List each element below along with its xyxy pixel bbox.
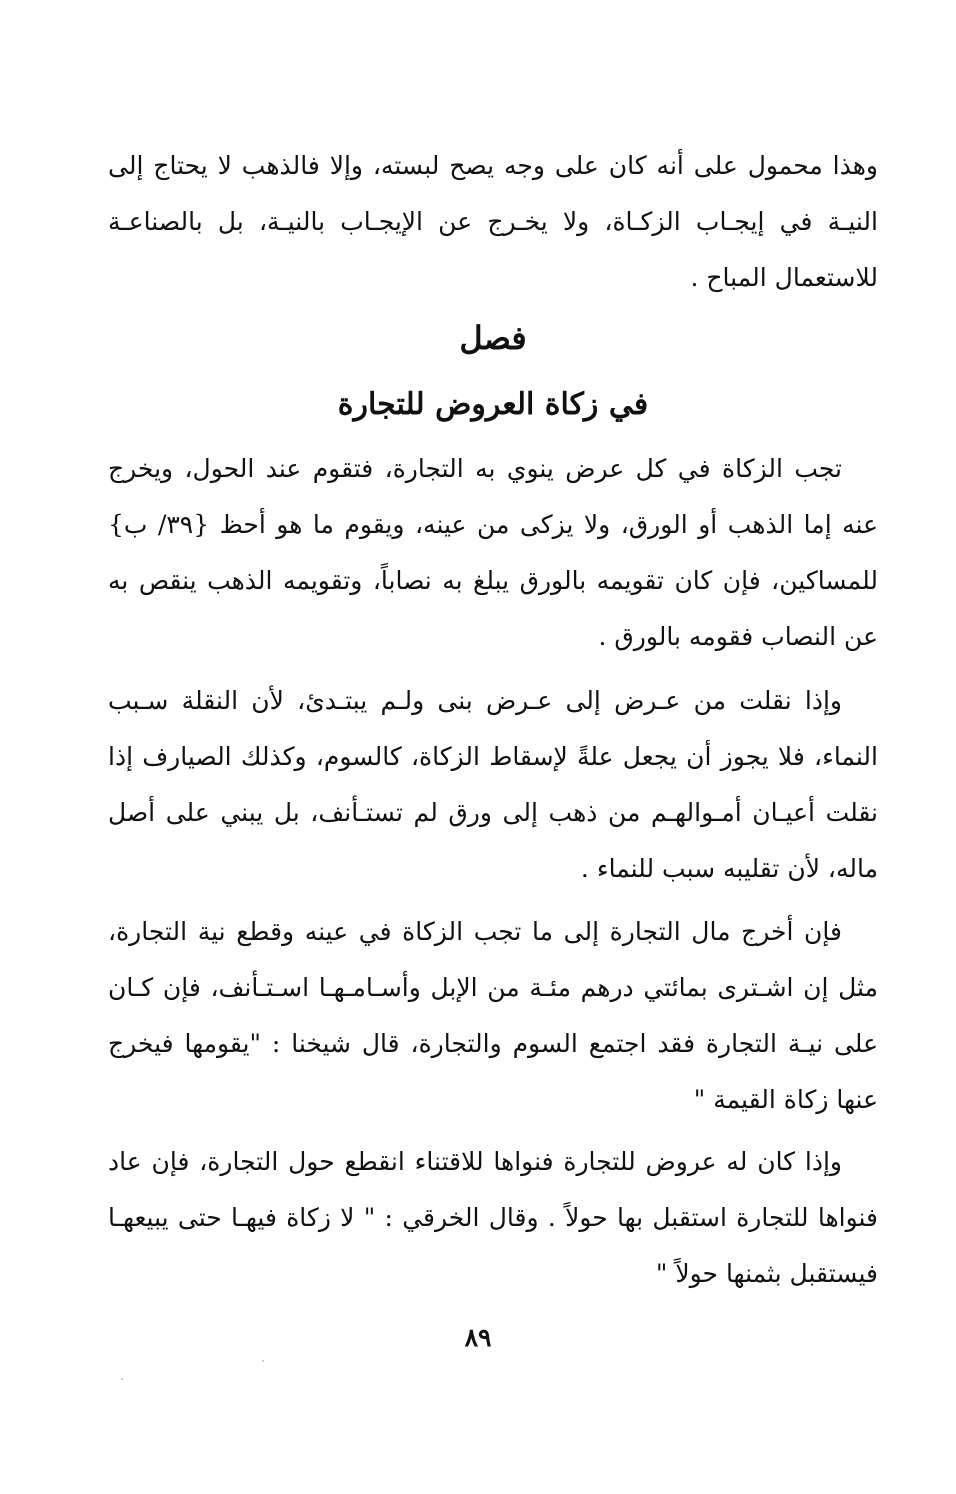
paragraph-transfer-of-goods: وإذا نقلت من عـرض إلى عـرض بنى ولـم يبتـدئ، لأن النقلة سـبب النماء، فلا يجوز أن يجعل علةً لإسقاط الزكاة، كالسوم، وكذلك الصيارف إذا نقلت أعيـان أمـوالهـم من ذهب إلى ورق لم تستـأنف، بل يبني على أصل ماله، لأن تقليبه سبب للنماء . — [108, 686, 878, 883]
section-heading: فصل — [459, 319, 527, 357]
scan-speck — [262, 1360, 264, 1362]
paragraph-gold-intention: وهذا محمول على أنه كان على وجه يصح لبسته، وإلا فالذهب لا يحتاج إلى النيـة في إيجـاب الزكـاة، ولا يخـرج عن الإيجـاب بالنيـة، بل بالصناعـة للاستعمال المباح . — [108, 151, 878, 292]
paragraph-trade-goods-valuation: تجب الزكاة في كل عرض ينوي به التجارة، فتقوم عند الحول، ويخرج عنه إما الذهب أو الورق، ولا يزكى من عينه، ويقوم ما هو أحظ {٣٩/ ب} للمساكين، فإن كان تقويمه بالورق يبلغ به نصاباً، وتقويمه الذهب ينقص به عن النصاب فقومه بالورق . — [108, 454, 879, 651]
page-number: ٨٩ — [464, 1323, 492, 1352]
section-subtitle: في زكاة العروض للتجارة — [337, 387, 649, 422]
paragraph-trade-to-livestock: فإن أخرج مال التجارة إلى ما تجب الزكاة في عينه وقطع نية التجارة، مثل إن اشـترى بمائتي درهم مئـة من الإبل وأسـامـهـا اسـتـأنف، فإن كـان على نيـة التجارة فقد اجتمع السوم والتجارة، قال شيخنا : "يقومها فيخرج عنها زكاة القيمة " — [108, 917, 878, 1114]
scan-speck — [121, 1378, 123, 1380]
paragraph-acquisition-intention: وإذا كان له عروض للتجارة فنواها للاقتناء انقطع حول التجارة، فإن عاد فنواها للتجارة استقبل بها حولاً . وقال الخرقي : " لا زكاة فيهـا حتى يبيعهـا فيستقبل بثمنها حولاً " — [108, 1147, 878, 1288]
